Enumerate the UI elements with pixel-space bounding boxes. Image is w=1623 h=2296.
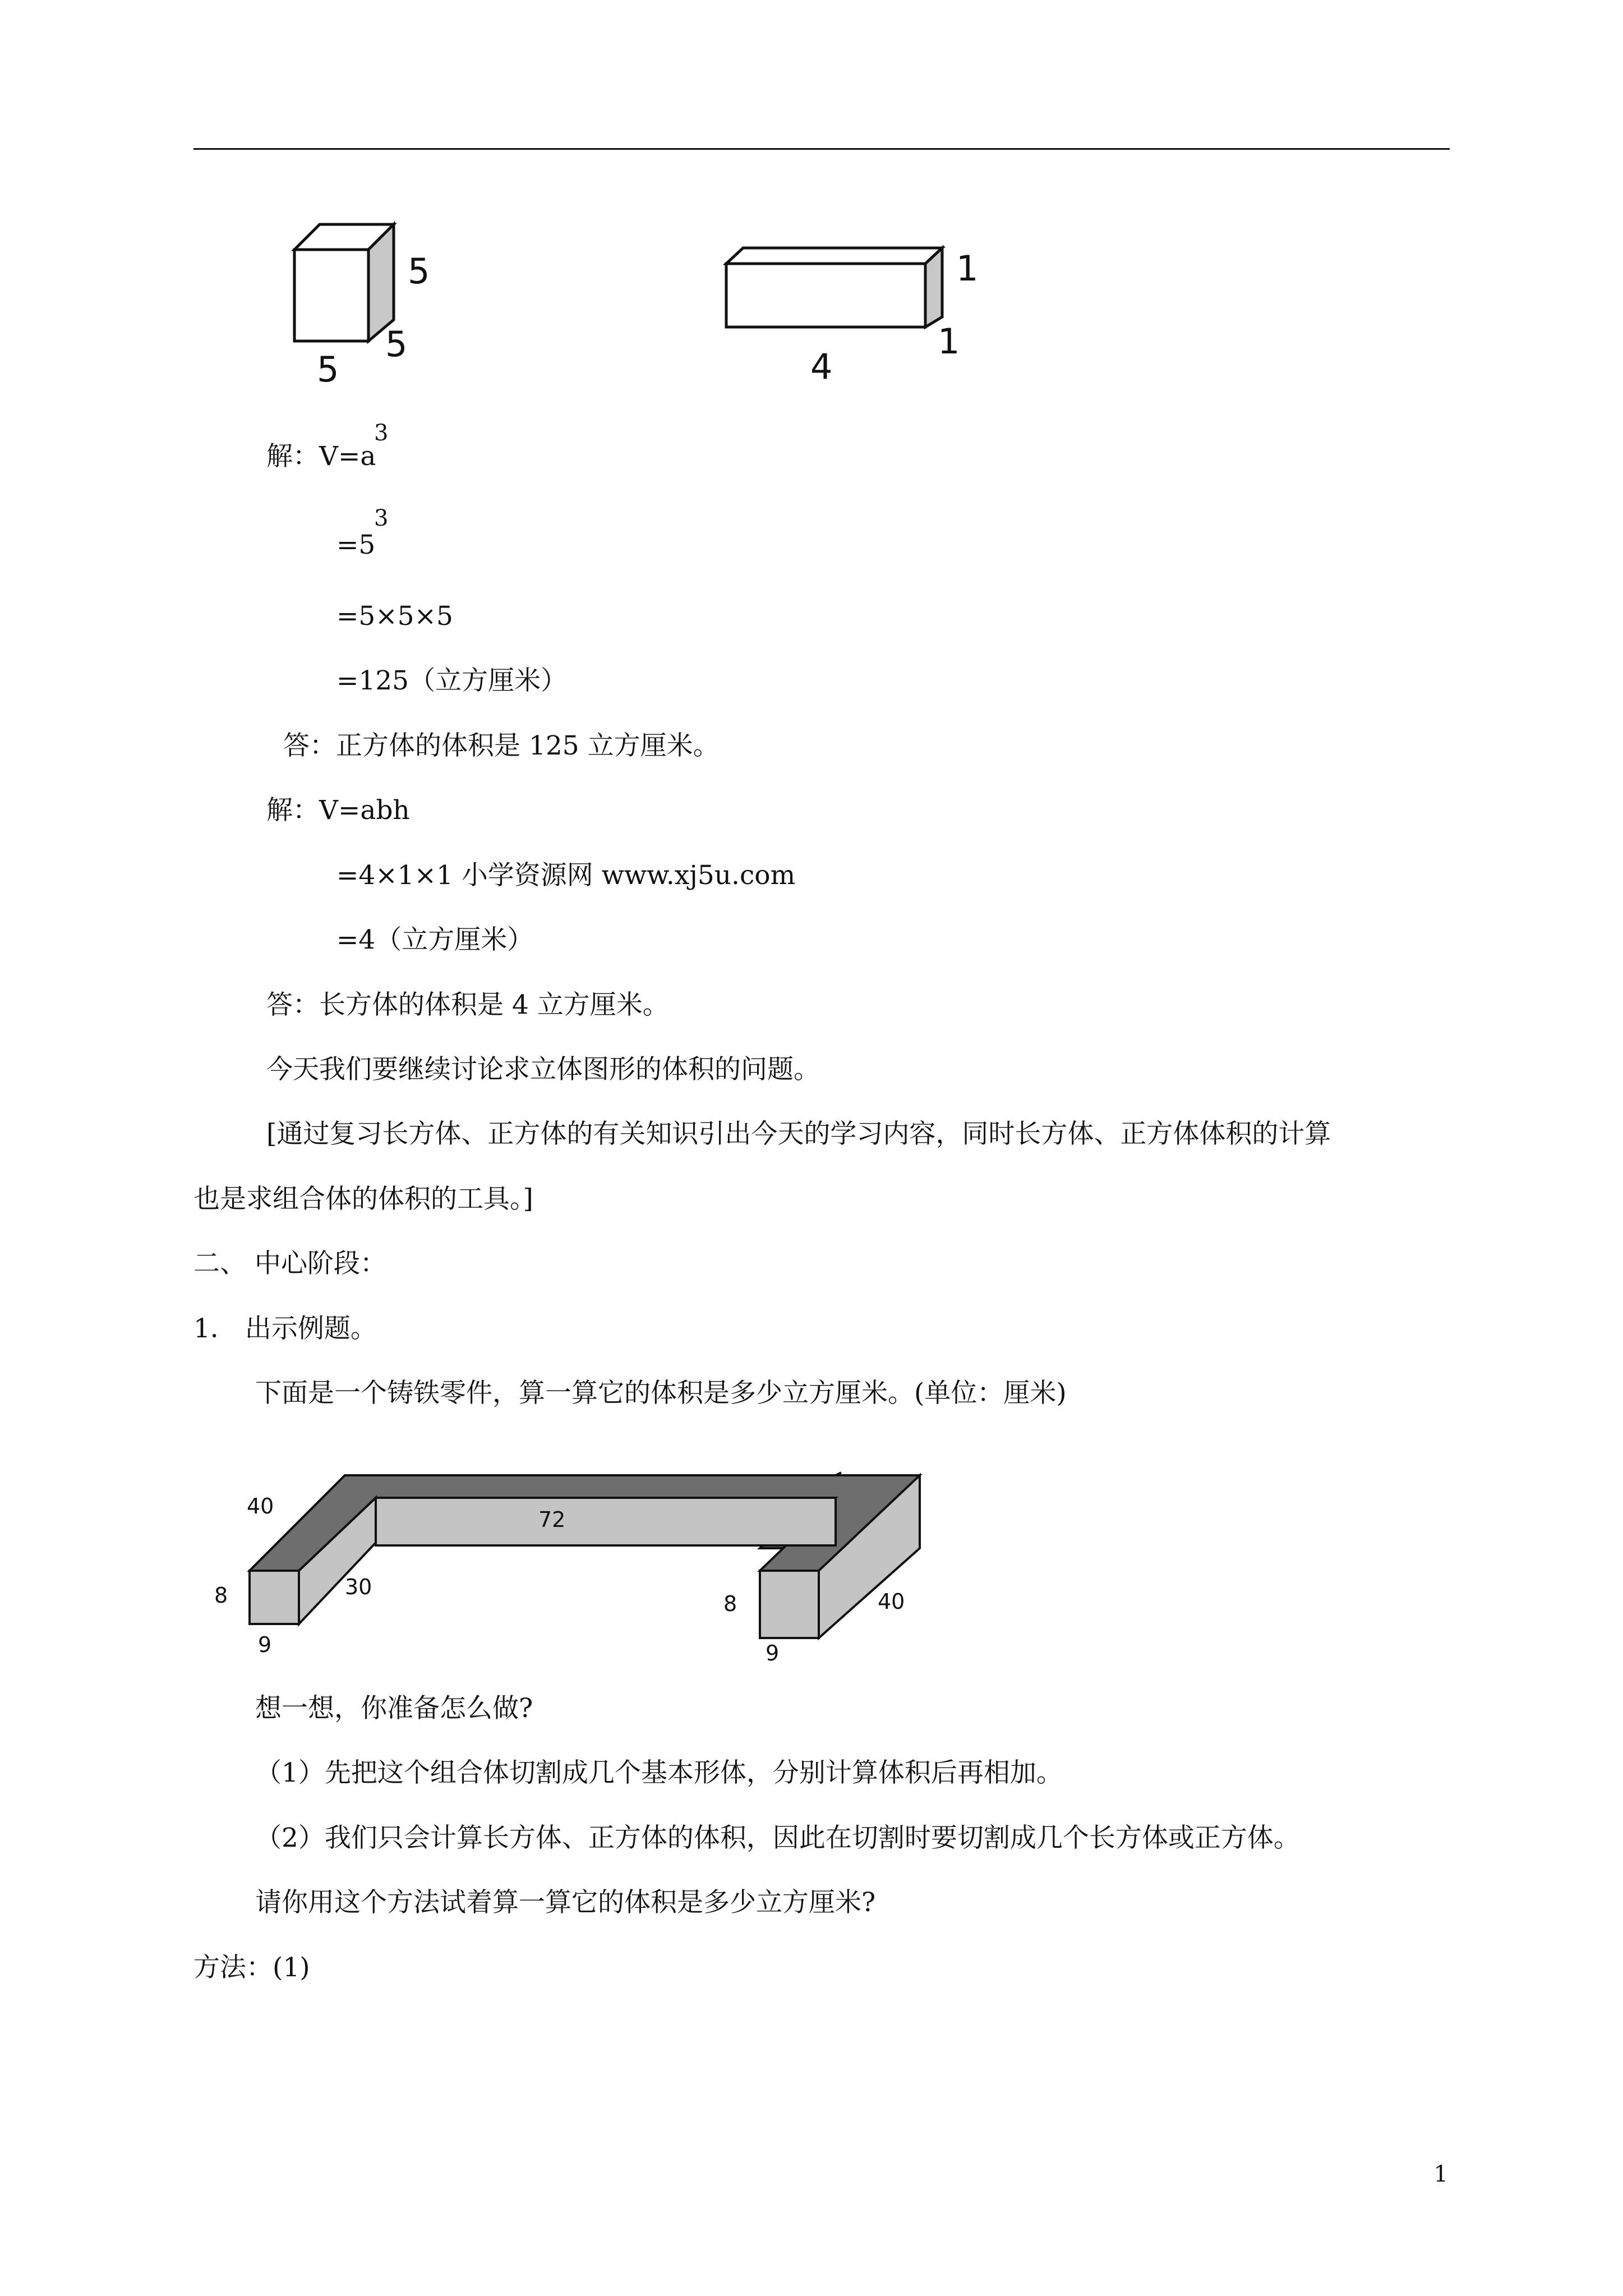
method-label: 方法：(1) <box>193 1952 310 1983</box>
step-1: （1）先把这个组合体切割成几个基本形体，分别计算体积后再相加。 <box>255 1757 1063 1788</box>
cuboid-depth-label: 1 <box>938 321 960 362</box>
note-line-2: 也是求组合体的体积的工具。] <box>193 1184 533 1214</box>
step-2: （2）我们只会计算长方体、正方体的体积，因此在切割时要切割成几个长方体或正方体。 <box>255 1823 1300 1853</box>
cuboid-height-label: 1 <box>956 248 979 289</box>
try-prompt: 请你用这个方法试着算一算它的体积是多少立方厘米? <box>255 1887 876 1918</box>
think-prompt: 想一想，你准备怎么做? <box>255 1693 533 1724</box>
cube-depth-label: 5 <box>385 324 408 365</box>
cube-figure <box>269 213 454 398</box>
casting-left-depth-label: 40 <box>247 1494 274 1519</box>
casting-inner-depth-label: 30 <box>345 1575 372 1599</box>
solution-line-8: =4（立方厘米） <box>336 924 534 955</box>
solution-line-2-exponent: 3 <box>374 505 389 531</box>
solution-line-2: =5 <box>336 530 376 560</box>
cuboid-figure <box>718 236 998 398</box>
casting-top-length-label: 72 <box>538 1507 566 1532</box>
casting-left-width-label: 9 <box>258 1632 272 1657</box>
solution-line-1-exponent: 3 <box>374 420 389 446</box>
casting-right-depth-label: 40 <box>878 1589 905 1614</box>
solution-line-3: =5×5×5 <box>336 601 453 632</box>
note-line-1: [通过复习长方体、正方体的有关知识引出今天的学习内容，同时长方体、正方体体积的计算 <box>266 1119 1331 1149</box>
intro-line: 今天我们要继续讨论求立体图形的体积的问题。 <box>266 1054 820 1085</box>
cube-width-label: 5 <box>317 349 339 390</box>
casting-figure <box>208 1464 948 1672</box>
answer-cube: 答：正方体的体积是 125 立方厘米。 <box>283 730 720 761</box>
casting-right-width-label: 9 <box>766 1641 780 1665</box>
solution-line-6: 解：V=abh <box>266 795 410 826</box>
solution-line-1: 解：V=a <box>266 441 376 472</box>
solution-line-4: =125（立方厘米） <box>336 665 568 696</box>
section-heading: 二、 中心阶段： <box>193 1248 386 1279</box>
solution-line-7: =4×1×1 小学资源网 www.xj5u.com <box>336 860 796 891</box>
page-number: 1 <box>1433 2161 1448 2187</box>
answer-cuboid: 答：长方体的体积是 4 立方厘米。 <box>266 990 669 1020</box>
cuboid-length-label: 4 <box>810 346 833 387</box>
item-heading: 1． 出示例题。 <box>193 1313 377 1344</box>
cube-height-label: 5 <box>408 251 430 292</box>
casting-left-height-label: 8 <box>214 1583 228 1608</box>
header-rule <box>193 148 1450 150</box>
example-statement: 下面是一个铸铁零件，算一算它的体积是多少立方厘米。(单位：厘米) <box>255 1378 1067 1409</box>
casting-right-height-label: 8 <box>723 1591 737 1616</box>
